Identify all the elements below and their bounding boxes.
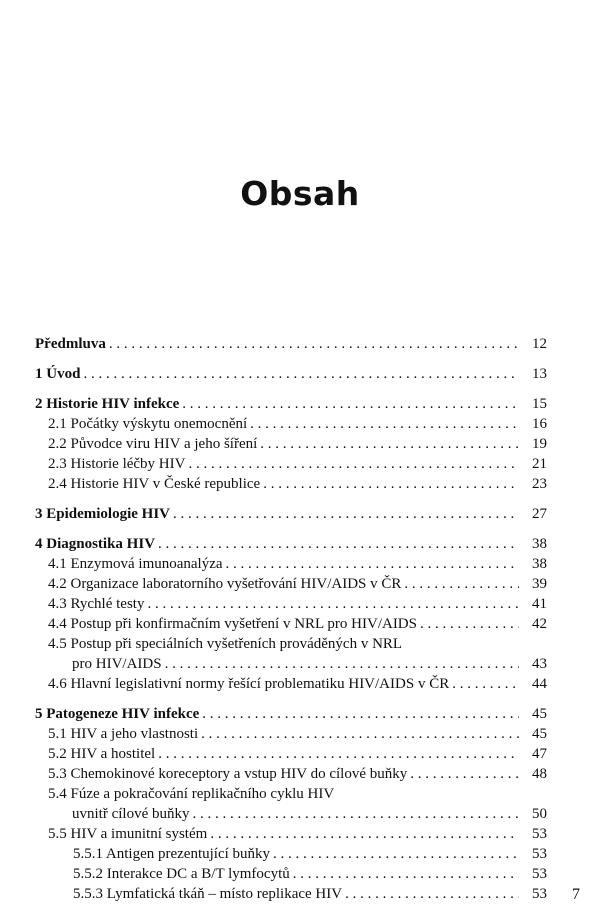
- toc-entry-title: 5 Patogeneze HIV infekce: [35, 706, 200, 722]
- toc-page-number: 53: [532, 826, 547, 842]
- dot-leader: [226, 555, 519, 574]
- dot-leader: [158, 535, 519, 554]
- dot-leader: [158, 745, 519, 764]
- toc-entry-2-2[interactable]: [35, 434, 547, 454]
- toc-page-number: 47: [532, 746, 547, 762]
- toc-entry-title: 5.5.2 Interakce DC a B/T lymfocytů: [73, 866, 290, 882]
- dot-leader: [263, 475, 519, 494]
- toc-entry-title: 3 Epidemiologie HIV: [35, 506, 171, 522]
- toc-page-number: 53: [532, 866, 547, 882]
- toc-entry-title: 4.1 Enzymová imunoanalýza: [48, 556, 223, 572]
- toc-entry-5-2[interactable]: [35, 744, 547, 764]
- toc-entry-title: 4.4 Postup při konfirmačním vyšetření v NRL pro HIV/AIDS: [48, 616, 417, 632]
- toc-entry-4-4[interactable]: [35, 614, 547, 634]
- toc-entry-5-5-1[interactable]: [35, 844, 547, 864]
- dot-leader: [192, 805, 519, 824]
- toc-entry-5-5-2[interactable]: [35, 864, 547, 884]
- toc-page-number: 38: [532, 556, 547, 572]
- toc-entry-chapter-3[interactable]: [35, 498, 547, 524]
- toc-entry-title: 2.4 Historie HIV v České republice: [48, 476, 261, 492]
- toc-page-number: 13: [532, 366, 547, 382]
- toc-entry-title: 2.2 Původce viru HIV a jeho šíření: [48, 436, 258, 452]
- dot-leader: [210, 825, 519, 844]
- toc-page-number: 16: [532, 416, 547, 432]
- toc-entry-chapter-2[interactable]: [35, 388, 547, 414]
- toc-entry-title: 4.6 Hlavní legislativní normy řešící problematiku HIV/AIDS v ČR: [48, 676, 450, 692]
- table-of-contents: [35, 328, 547, 904]
- dot-leader: [109, 335, 519, 354]
- toc-entry-title: 5.4 Fúze a pokračování replikačního cyklu HIV: [48, 786, 335, 802]
- toc-page-number: 39: [532, 576, 547, 592]
- dot-leader: [182, 395, 519, 414]
- toc-page-number: 44: [532, 676, 547, 692]
- toc-page-number: 43: [532, 656, 547, 672]
- dot-leader: [404, 575, 519, 594]
- toc-page-number: 53: [532, 886, 547, 902]
- toc-entry-4-6[interactable]: [35, 674, 547, 694]
- toc-page-number: 48: [532, 766, 547, 782]
- dot-leader: [165, 655, 519, 674]
- toc-entry-title: 4.5 Postup při speciálních vyšetřeních prováděných v NRL: [48, 636, 403, 652]
- dot-leader: [202, 705, 519, 724]
- toc-entry-predmluva[interactable]: [35, 328, 547, 354]
- toc-entry-uvod[interactable]: [35, 358, 547, 384]
- toc-page-number: 53: [532, 846, 547, 862]
- dot-leader: [410, 765, 519, 784]
- toc-entry-2-4[interactable]: [35, 474, 547, 494]
- toc-entry-title: 2.1 Počátky výskytu onemocnění: [48, 416, 248, 432]
- toc-page-number: 45: [532, 706, 547, 722]
- toc-entry-title: Předmluva: [35, 336, 106, 352]
- toc-page-number: 45: [532, 726, 547, 742]
- toc-entry-chapter-5[interactable]: [35, 698, 547, 724]
- toc-entry-title: 4 Diagnostika HIV: [35, 536, 156, 552]
- toc-page-number: 15: [532, 396, 547, 412]
- dot-leader: [345, 885, 519, 904]
- page-number: 7: [572, 886, 580, 903]
- toc-entry-title-continuation: pro HIV/AIDS: [72, 656, 162, 672]
- dot-leader: [147, 595, 519, 614]
- dot-leader: [452, 675, 519, 694]
- toc-entry-title: 5.2 HIV a hostitel: [48, 746, 156, 762]
- dot-leader: [250, 415, 519, 434]
- toc-entry-5-5-3[interactable]: [35, 884, 547, 904]
- toc-page-number: 19: [532, 436, 547, 452]
- toc-entry-title: 4.2 Organizace laboratorního vyšetřování HIV/AIDS v ČR: [48, 576, 402, 592]
- toc-entry-2-3[interactable]: [35, 454, 547, 474]
- toc-entry-chapter-4[interactable]: [35, 528, 547, 554]
- toc-page-number: 50: [532, 806, 547, 822]
- toc-entry-4-3[interactable]: [35, 594, 547, 614]
- toc-entry-5-1[interactable]: [35, 724, 547, 744]
- toc-entry-5-5[interactable]: [35, 824, 547, 844]
- toc-page-number: 21: [532, 456, 547, 472]
- dot-leader: [83, 365, 519, 384]
- toc-entry-title: 5.5 HIV a imunitní systém: [48, 826, 208, 842]
- toc-entry-title: 5.5.3 Lymfatická tkáň – místo replikace HIV: [73, 886, 343, 902]
- toc-entry-4-5[interactable]: [35, 634, 547, 654]
- toc-page-number: 12: [532, 336, 547, 352]
- dot-leader: [420, 615, 519, 634]
- toc-page-number: 41: [532, 596, 547, 612]
- dot-leader: [260, 435, 519, 454]
- toc-entry-title: 4.3 Rychlé testy: [48, 596, 145, 612]
- toc-entry-title: 5.3 Chemokinové koreceptory a vstup HIV do cílové buňky: [48, 766, 408, 782]
- toc-entry-4-1[interactable]: [35, 554, 547, 574]
- toc-entry-title-continuation: uvnitř cílové buňky: [72, 806, 190, 822]
- toc-entry-title: 5.1 HIV a jeho vlastnosti: [48, 726, 199, 742]
- toc-entry-2-1[interactable]: [35, 414, 547, 434]
- toc-entry-4-2[interactable]: [35, 574, 547, 594]
- dot-leader: [273, 845, 519, 864]
- toc-entry-5-4[interactable]: [35, 784, 547, 804]
- toc-entry-title: 2.3 Historie léčby HIV: [48, 456, 186, 472]
- dot-leader: [293, 865, 519, 884]
- toc-entry-5-4-continuation[interactable]: [35, 804, 547, 824]
- toc-entry-title: 2 Historie HIV infekce: [35, 396, 180, 412]
- toc-page-number: 42: [532, 616, 547, 632]
- page-title: Obsah: [240, 174, 360, 213]
- dot-leader: [201, 725, 519, 744]
- toc-page-number: 38: [532, 536, 547, 552]
- toc-page-number: 23: [532, 476, 547, 492]
- dot-leader: [188, 455, 519, 474]
- toc-entry-title: 5.5.1 Antigen prezentující buňky: [73, 846, 271, 862]
- dot-leader: [173, 505, 519, 524]
- toc-entry-title: 1 Úvod: [35, 366, 81, 382]
- toc-entry-5-3[interactable]: [35, 764, 547, 784]
- toc-entry-4-5-continuation[interactable]: [35, 654, 547, 674]
- toc-page-number: 27: [532, 506, 547, 522]
